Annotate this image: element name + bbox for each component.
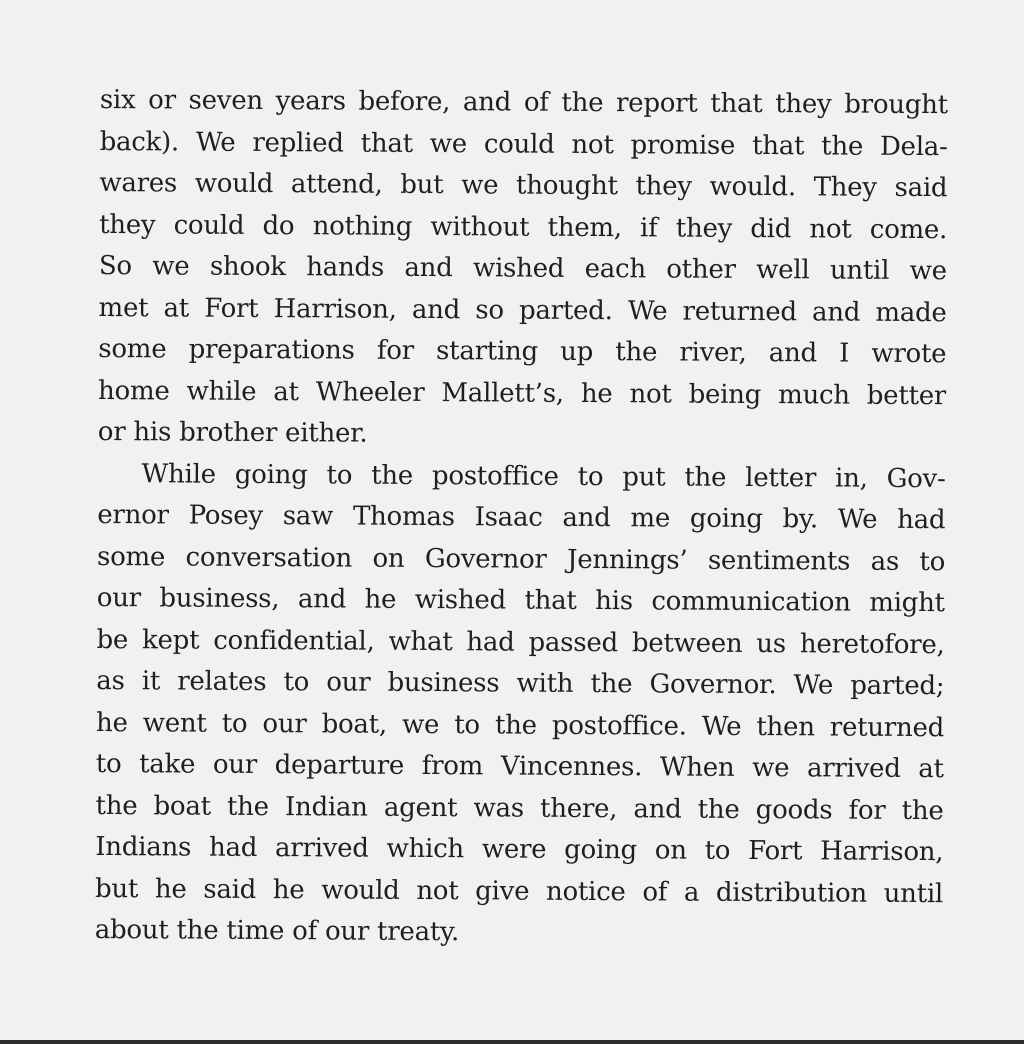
text-line: some conversation on Governor Jennings’ sentiments as to — [96, 541, 946, 577]
body-text — [95, 80, 948, 957]
text-line: be kept confidential, what had passed between us heretofore, — [96, 624, 945, 660]
paragraph-1 — [98, 80, 948, 459]
paragraph-2 — [95, 453, 946, 956]
text-line: So we shook hands and wished each other well until we — [98, 250, 947, 287]
text-line: the boat the Indian agent was there, and the goods for the — [95, 790, 944, 826]
page-bottom-edge — [0, 1040, 1024, 1044]
text-line: but he said he would not give notice of a distribution until — [94, 873, 944, 909]
text-line: about the time of our treaty. — [94, 914, 460, 948]
text-line: While going to the postoffice to put the letter in, Gov- — [141, 458, 946, 494]
text-line: met at Fort Harrison, and so parted. We returned and made — [98, 292, 947, 328]
text-line: wares would attend, but we thought they would. They said — [99, 167, 948, 204]
text-line: Indians had arrived which were going on to Fort Harrison, — [95, 831, 944, 868]
text-line: six or seven years before, and of the report that they brought — [99, 84, 948, 121]
text-line: home while at Wheeler Mallett’s, he not being much better — [98, 375, 947, 411]
text-line: he went to our boat, we to the postoffice. We then returned — [95, 707, 945, 743]
text-line: our business, and he wished that his communication might — [96, 582, 945, 619]
text-line: back). We replied that we could not promise that the Dela- — [99, 126, 948, 162]
text-line: as it relates to our business with the Governor. We parted; — [96, 665, 945, 702]
text-line: some preparations for starting up the river, and I wrote — [98, 333, 947, 370]
text-line: or his brother either. — [97, 416, 368, 449]
text-line: ernor Posey saw Thomas Isaac and me going by. We had — [97, 499, 946, 536]
text-line: they could do nothing without them, if they did not come. — [99, 209, 948, 245]
text-line: to take our departure from Vincennes. When we arrived at — [95, 748, 944, 785]
